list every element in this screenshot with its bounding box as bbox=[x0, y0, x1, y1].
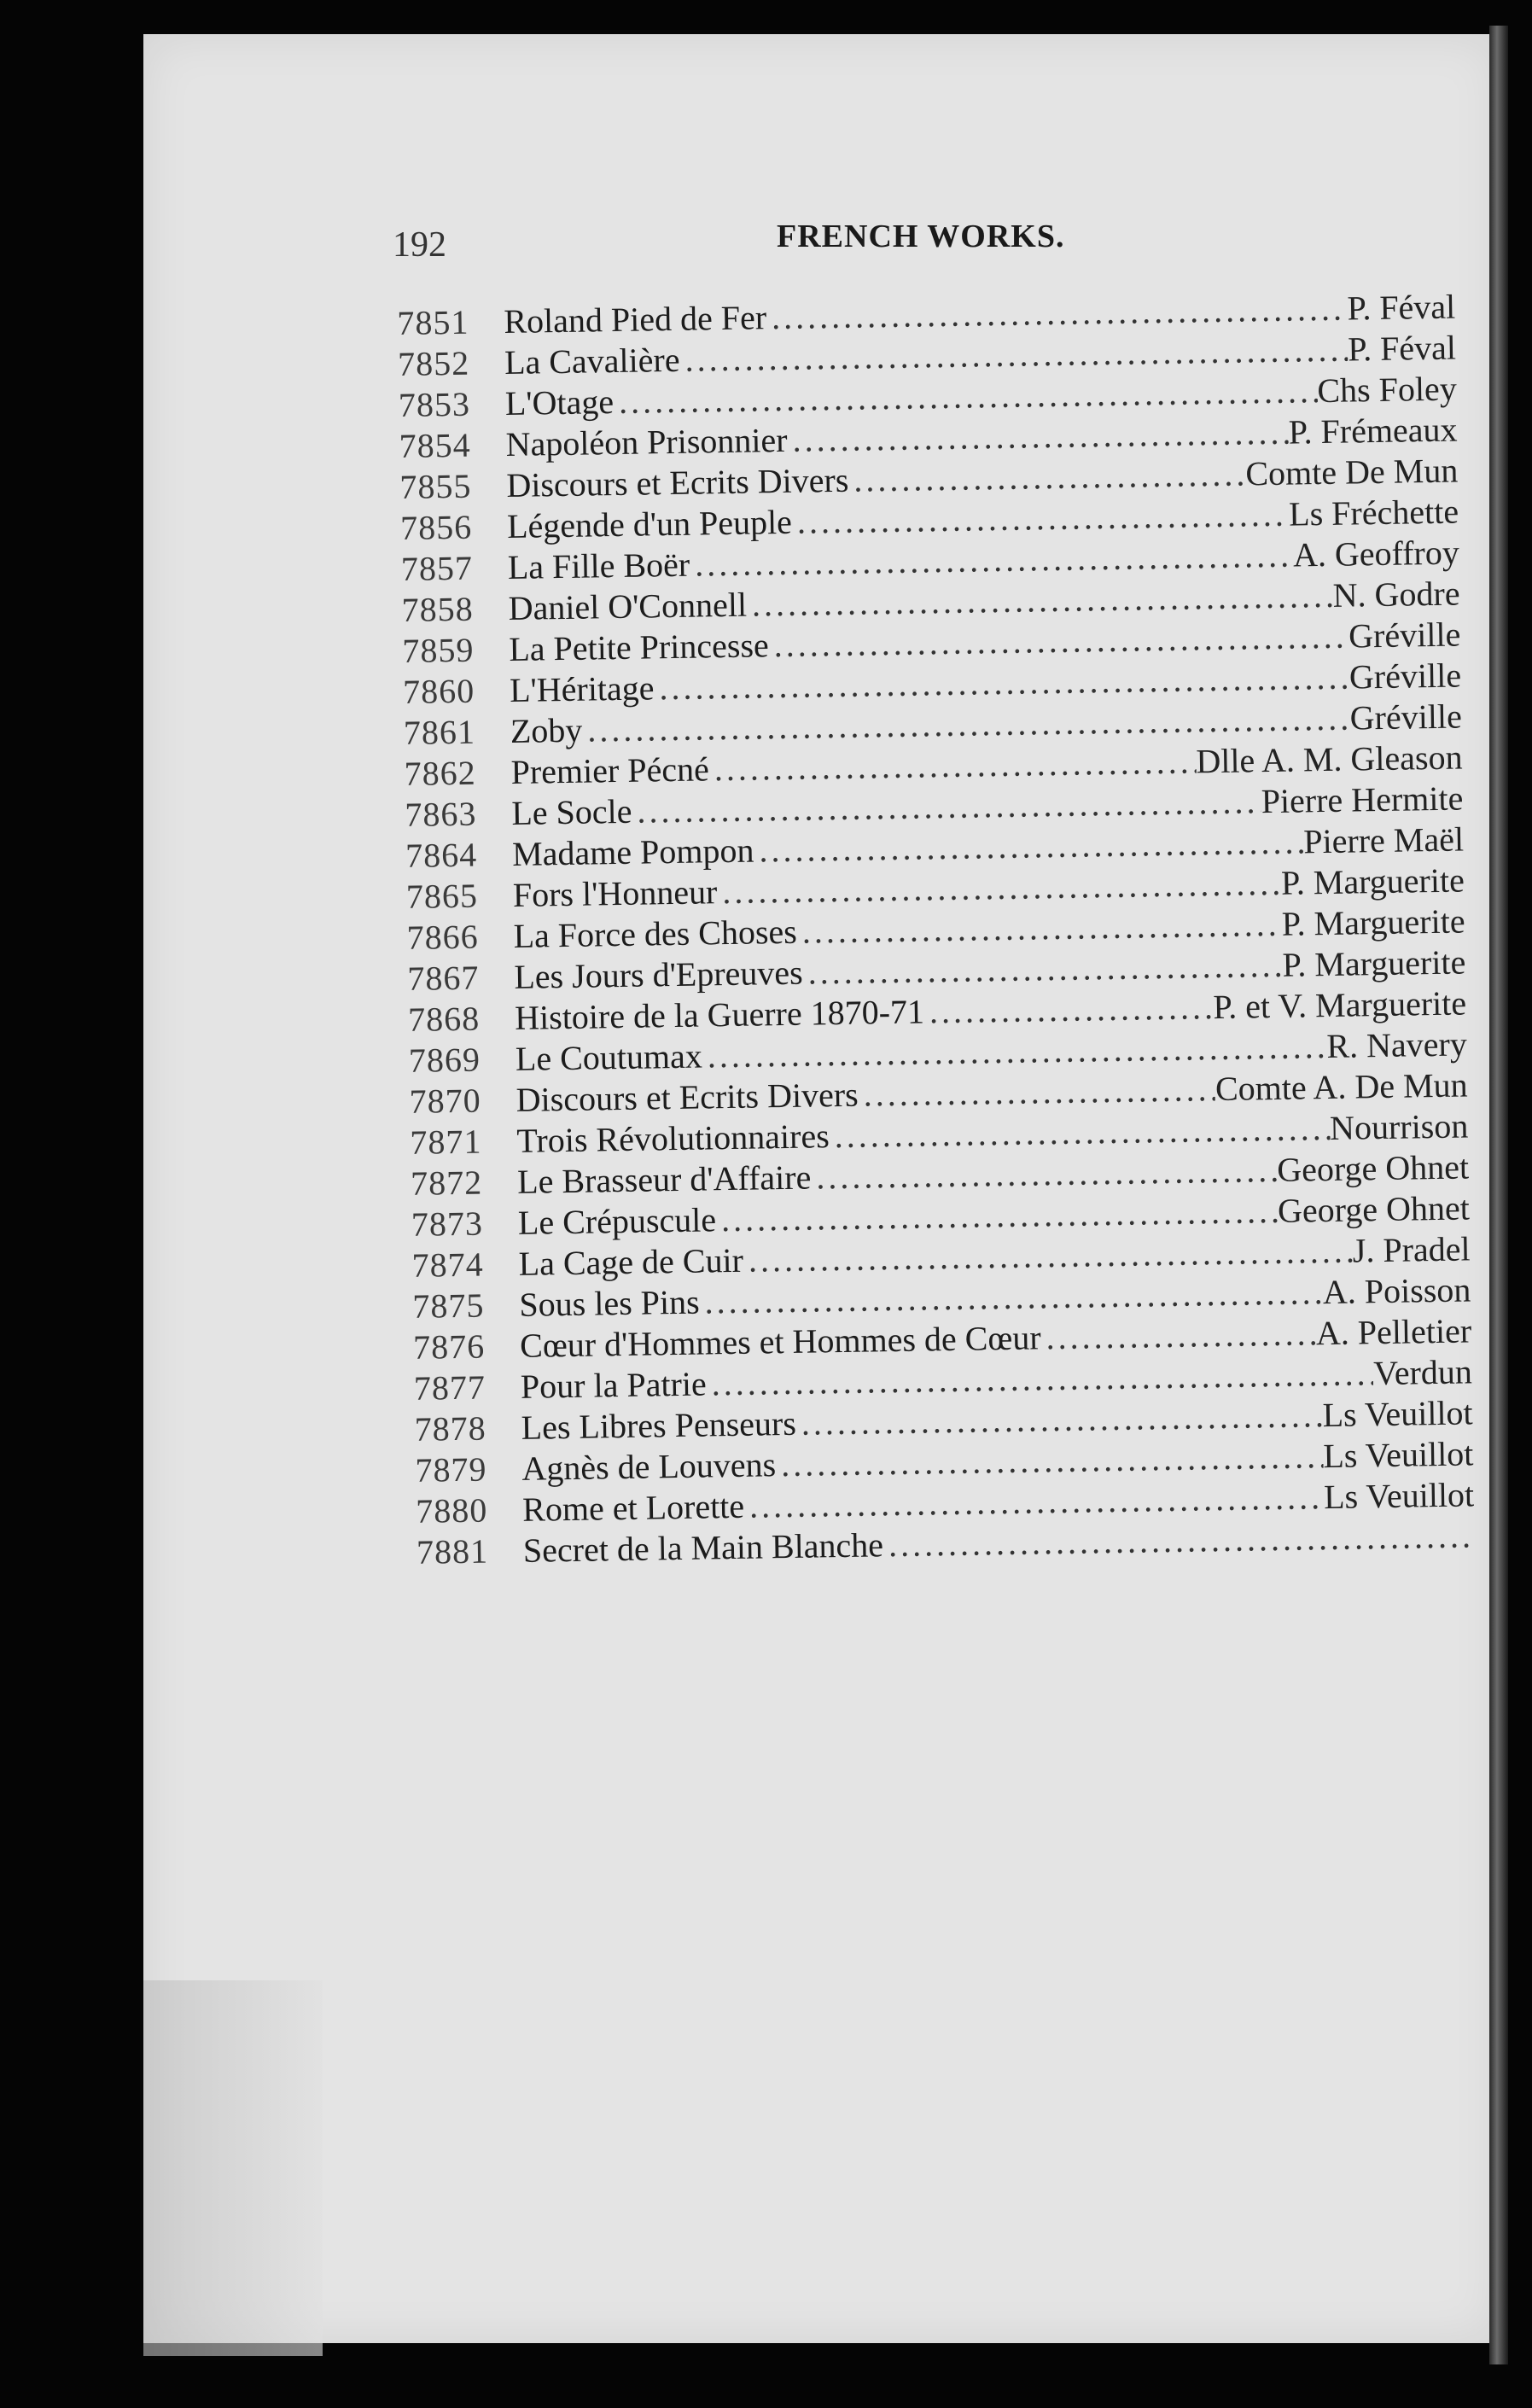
entry-number: 7851 bbox=[397, 302, 469, 342]
entry-number: 7859 bbox=[402, 630, 475, 670]
entry-title: Cœur d'Hommes et Hommes de Cœur bbox=[519, 1318, 1041, 1365]
entry-number: 7870 bbox=[409, 1081, 482, 1121]
entry-author: R. Navery bbox=[1326, 1024, 1468, 1065]
entry-number: 7868 bbox=[407, 999, 481, 1039]
entry-number: 7865 bbox=[405, 876, 479, 916]
entry-title: Discours et Ecrits Divers bbox=[506, 460, 849, 505]
entry-title: La Cage de Cuir bbox=[518, 1240, 744, 1283]
entry-number: 7873 bbox=[411, 1204, 484, 1244]
entry-author: Ls Veuillot bbox=[1323, 1475, 1475, 1517]
entry-author: George Ohnet bbox=[1276, 1147, 1470, 1189]
entry-author: P. Frémeaux bbox=[1288, 410, 1458, 452]
entry-title: La Cavalière bbox=[504, 340, 680, 382]
entry-author: Gréville bbox=[1349, 656, 1462, 697]
entry-number: 7857 bbox=[400, 548, 474, 588]
entry-number: 7864 bbox=[405, 835, 478, 875]
entry-number: 7852 bbox=[397, 343, 470, 383]
book-spine-edge bbox=[1489, 26, 1508, 2364]
dot-leader bbox=[811, 1150, 1278, 1198]
entry-title: Le Crépuscule bbox=[517, 1200, 717, 1242]
entry-number: 7871 bbox=[410, 1122, 482, 1162]
page-header bbox=[393, 218, 1357, 269]
entry-number: 7875 bbox=[412, 1286, 485, 1326]
entry-title: Secret de la Main Blanche bbox=[522, 1525, 884, 1570]
entry-author: George Ohnet bbox=[1277, 1188, 1471, 1230]
entry-number: 7863 bbox=[405, 794, 477, 834]
entry-author: J. Pradel bbox=[1352, 1229, 1471, 1270]
entry-author: Comte De Mun bbox=[1245, 451, 1459, 493]
entry-number: 7861 bbox=[403, 712, 476, 752]
entry-title: La Force des Choses bbox=[513, 912, 798, 955]
entry-title: Premier Pécné bbox=[510, 749, 710, 791]
entry-author: Pierre Hermite bbox=[1261, 778, 1464, 821]
entry-title: La Fille Boër bbox=[507, 545, 690, 586]
running-title: FRENCH WORKS. bbox=[777, 219, 1065, 254]
entry-author: Pierre Maël bbox=[1302, 819, 1465, 861]
entry-number: 7881 bbox=[416, 1531, 489, 1571]
entry-number: 7869 bbox=[408, 1040, 481, 1080]
entry-number: 7860 bbox=[402, 671, 475, 711]
entry-title: Roland Pied de Fer bbox=[504, 298, 767, 341]
entry-number: 7858 bbox=[401, 589, 474, 629]
entry-number: 7853 bbox=[398, 384, 471, 424]
entry-author: P. Marguerite bbox=[1282, 942, 1466, 984]
entry-author: P. et V. Marguerite bbox=[1213, 983, 1467, 1027]
entry-author: Ls Fréchette bbox=[1288, 492, 1459, 533]
entry-author: Gréville bbox=[1348, 615, 1461, 656]
entry-author: Chs Foley bbox=[1317, 369, 1458, 411]
entry-title: Trois Révolutionnaires bbox=[516, 1117, 830, 1160]
entry-number: 7874 bbox=[411, 1245, 485, 1285]
catalog-list bbox=[397, 287, 1475, 1573]
entry-title: Discours et Ecrits Divers bbox=[516, 1075, 859, 1119]
entry-title: Les Libres Penseurs bbox=[521, 1403, 797, 1447]
entry-number: 7856 bbox=[399, 507, 473, 547]
entry-title: Zoby bbox=[510, 710, 583, 750]
entry-author: Gréville bbox=[1349, 697, 1463, 738]
entry-author: A. Pelletier bbox=[1315, 1311, 1472, 1353]
entry-title: Madame Pompon bbox=[511, 831, 754, 873]
entry-title: L'Héritage bbox=[509, 668, 655, 709]
entry-title: Le Socle bbox=[511, 791, 632, 832]
entry-title: Napoléon Prisonnier bbox=[505, 420, 788, 464]
entry-title: Daniel O'Connell bbox=[508, 585, 748, 627]
entry-number: 7880 bbox=[415, 1490, 488, 1531]
entry-author: P. Féval bbox=[1347, 328, 1457, 369]
entry-number: 7854 bbox=[399, 425, 471, 465]
entry-author: Comte A. De Mun bbox=[1215, 1065, 1468, 1109]
entry-title: Rome et Lorette bbox=[521, 1486, 745, 1529]
page-number: 192 bbox=[393, 225, 446, 265]
entry-number: 7879 bbox=[415, 1449, 487, 1490]
entry-number: 7866 bbox=[406, 917, 480, 957]
entry-author: Nourrison bbox=[1329, 1106, 1469, 1147]
entry-title: Sous les Pins bbox=[519, 1282, 700, 1324]
entry-author: A. Poisson bbox=[1322, 1270, 1471, 1312]
entry-author: Ls Veuillot bbox=[1322, 1393, 1473, 1435]
entry-title: Le Coutumax bbox=[515, 1036, 703, 1078]
entry-author: P. Marguerite bbox=[1281, 901, 1465, 943]
entry-number: 7877 bbox=[413, 1367, 486, 1408]
dot-leader bbox=[858, 1069, 1215, 1116]
dot-leader bbox=[924, 987, 1214, 1032]
entry-number: 7867 bbox=[407, 958, 480, 998]
page-gutter-shadow bbox=[143, 1980, 323, 2356]
entry-number: 7876 bbox=[412, 1326, 486, 1367]
entry-title: Agnès de Louvens bbox=[521, 1445, 777, 1488]
entry-number: 7862 bbox=[404, 753, 477, 793]
entry-title: Les Jours d'Epreuves bbox=[514, 953, 803, 996]
entry-title: Fors l'Honneur bbox=[512, 872, 718, 914]
dot-leader bbox=[1040, 1313, 1316, 1358]
dot-leader bbox=[848, 453, 1246, 500]
entry-title: Pour la Patrie bbox=[520, 1364, 708, 1406]
entry-author: P. Féval bbox=[1347, 287, 1456, 328]
entry-title: Histoire de la Guerre 1870-71 bbox=[514, 992, 925, 1037]
entry-title: Le Brasseur d'Affaire bbox=[516, 1157, 812, 1201]
entry-number: 7872 bbox=[410, 1163, 483, 1203]
entry-number: 7855 bbox=[399, 466, 472, 506]
entry-author: N. Godre bbox=[1332, 574, 1460, 615]
entry-author: Dlle A. M. Gleason bbox=[1196, 738, 1463, 781]
entry-title: Légende d'un Peuple bbox=[506, 502, 793, 546]
entry-author: A. Geoffroy bbox=[1292, 533, 1460, 574]
entry-title: La Petite Princesse bbox=[509, 626, 770, 668]
entry-number: 7878 bbox=[414, 1408, 487, 1449]
entry-author: P. Marguerite bbox=[1280, 860, 1465, 902]
entry-author: Verdun bbox=[1372, 1352, 1473, 1393]
entry-title: L'Otage bbox=[504, 382, 615, 423]
entry-author: Ls Veuillot bbox=[1323, 1434, 1474, 1476]
dot-leader bbox=[802, 945, 1283, 994]
